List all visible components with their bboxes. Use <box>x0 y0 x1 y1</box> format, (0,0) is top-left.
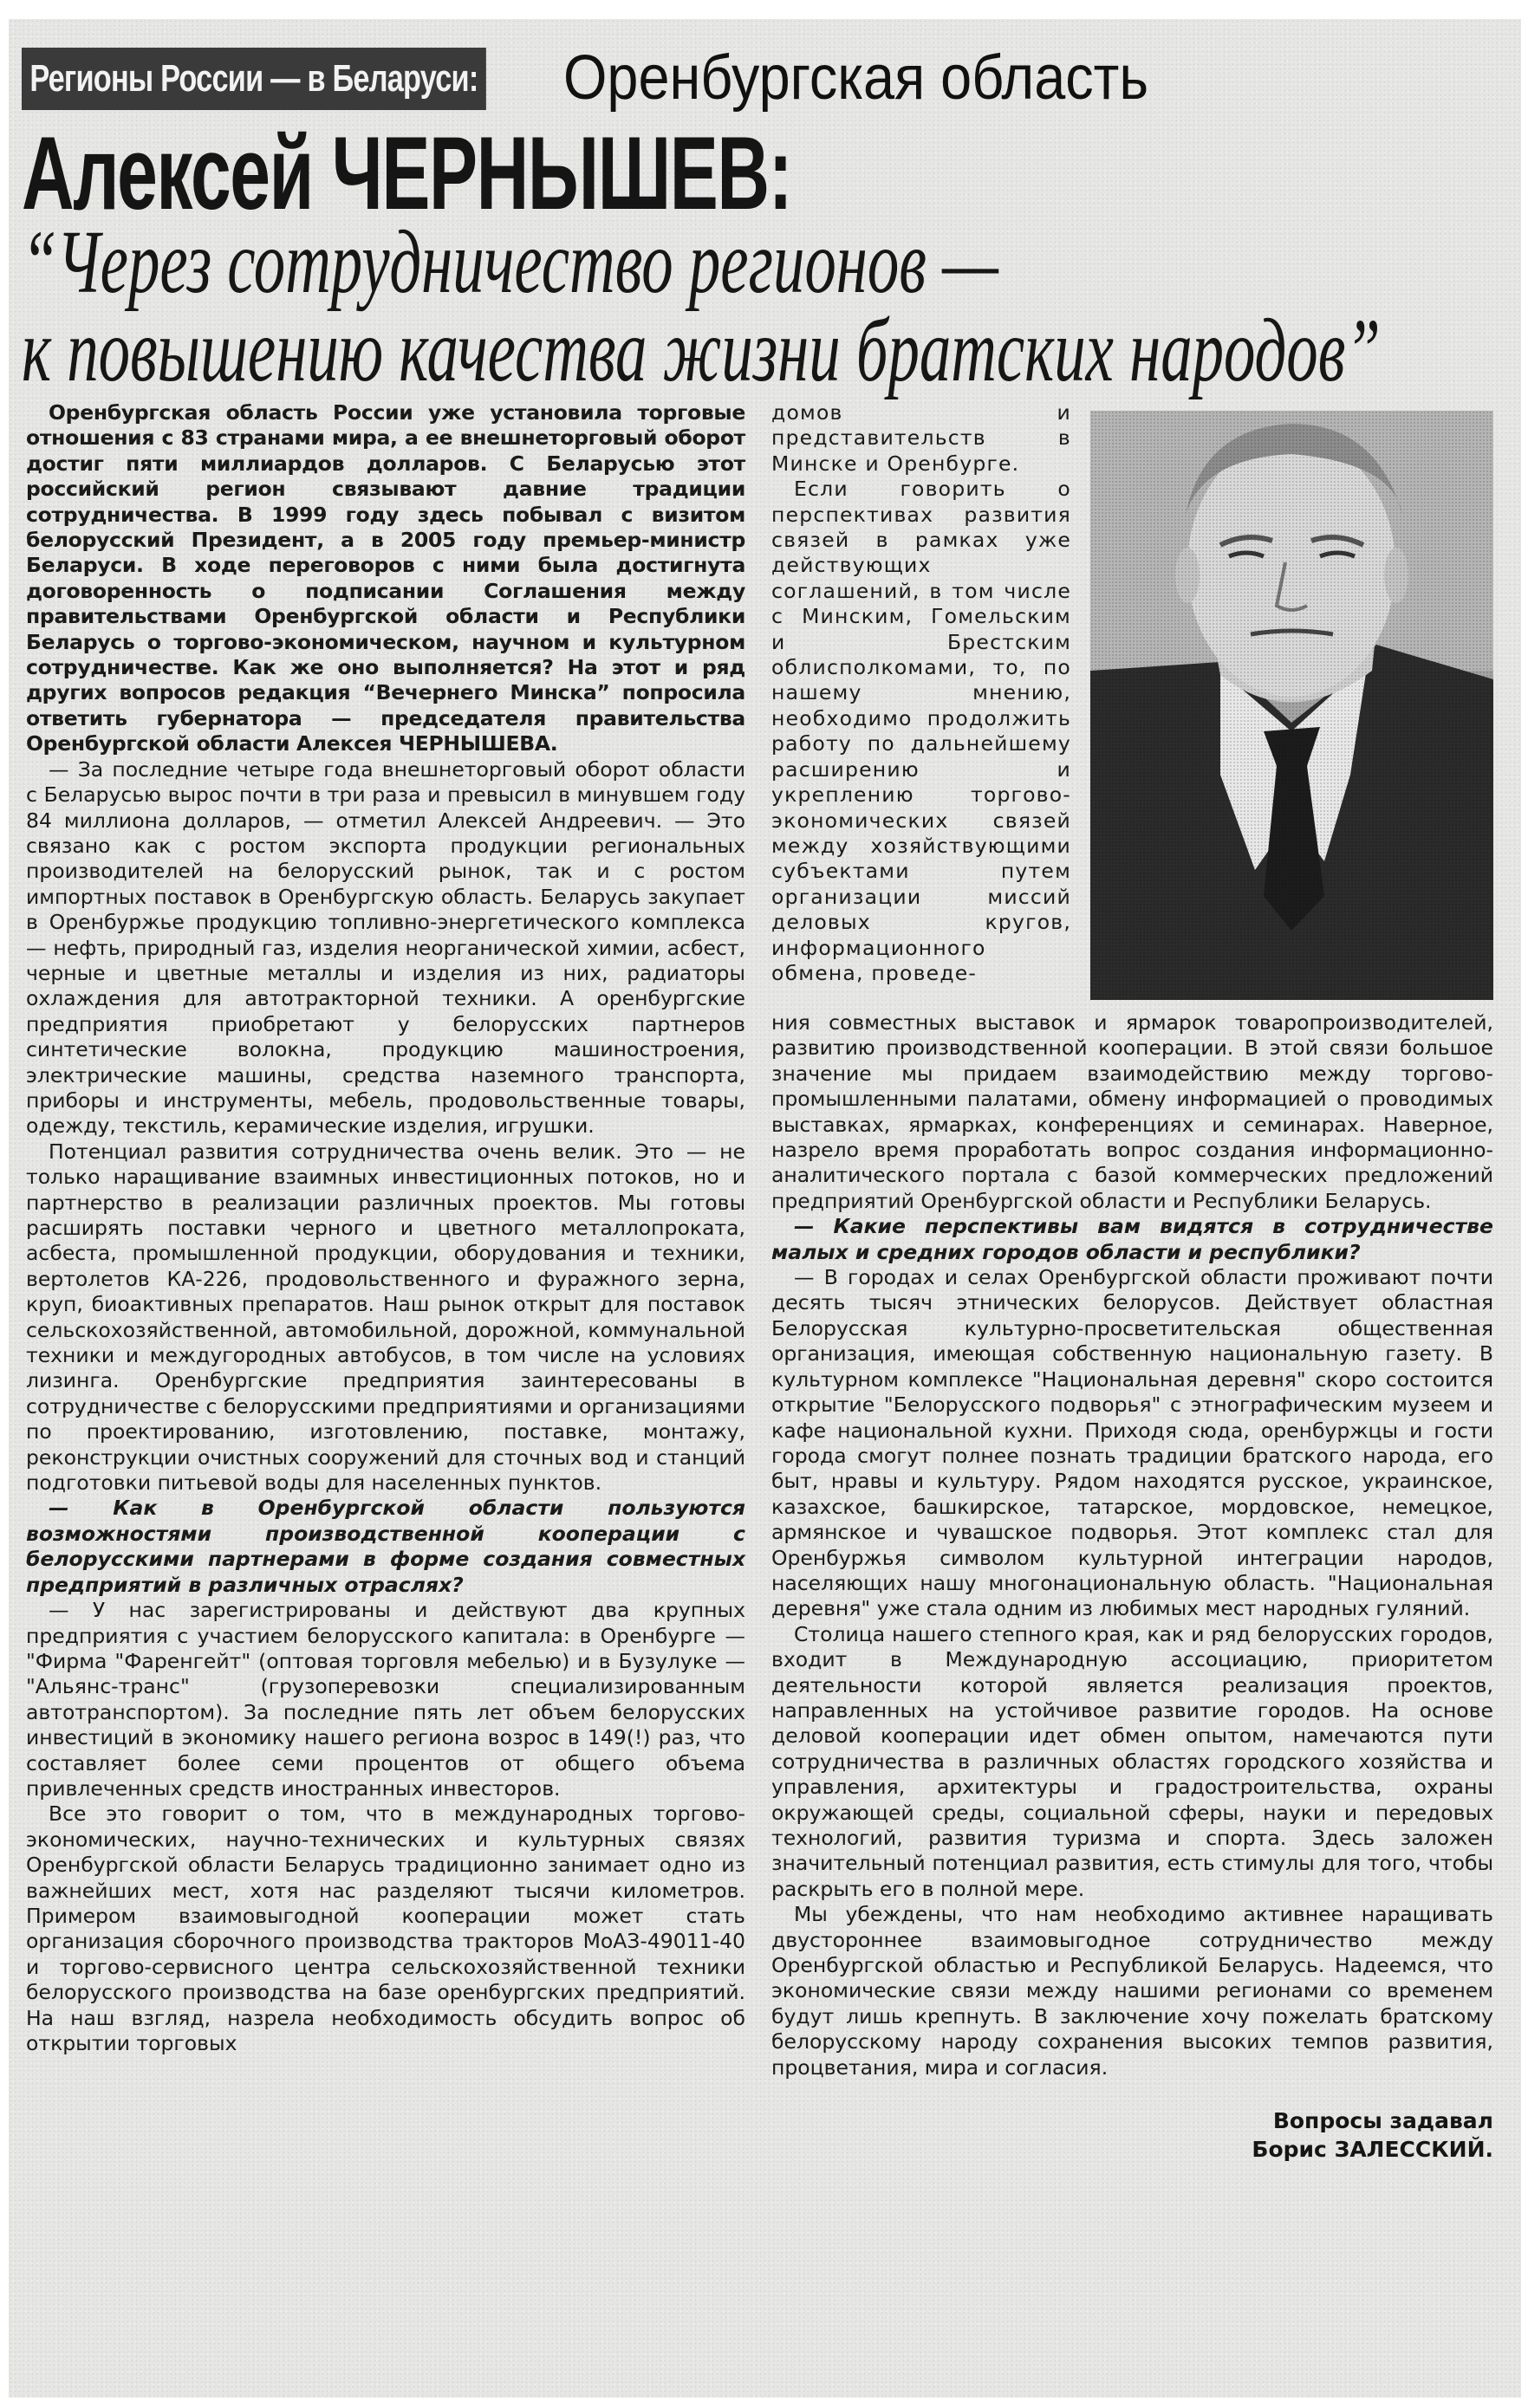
paragraph: Если говорить о перспективах развития связей в рамках уже действующих соглашений, в том числе с Минским, Гомельским и Брестским облисполкомами, то, по нашему мнению, необходимо продолжить работу по дальнейшему расширению и укреплению торгово-экономических связей между хозяйствующими субъектами путем организации миссий деловых кругов, информационного обмена, проведе- <box>771 477 1071 985</box>
headline-quote-line-1: “Через сотрудничество регионов — <box>22 212 998 312</box>
masthead <box>0 0 1528 400</box>
headline-quote-line-2: к повышению качества жизни братских народов” <box>22 301 1381 400</box>
paragraph-continuation: домов и представительств в Минске и Оренбурге. <box>771 400 1071 476</box>
section-kicker: Регионы России — в Беларуси: <box>22 48 486 110</box>
article-column-right-wide <box>771 1010 1493 2080</box>
interview-question: — Как в Оренбургской области пользуются возможностями производственной кооперации с белорусскими партнерами в форме создания совместных предприятий в различных отраслях? <box>26 1496 745 1597</box>
paragraph: Потенциал развития сотрудничества очень велик. Это — не только наращивание взаимных инвестиционных потоков, но и партнерство в реализации различных проектов. Мы готовы расширять поставки черного и цветного металлопроката, асбеста, промышленной продукции, оборудования и техники, вертолетов КА-226, продовольственного и фуражного зерна, круп, биоактивных препаратов. Наш рынок открыт для поставок сельскохозяйственной, автомобильной, дорожной, коммунальной техники и междугородных автобусов, в том числе на условиях лизинга. Оренбургские предприятия заинтересованы в сотрудничестве с белорусскими предприятиями и организациями по проектированию, изготовлению, поставке, монтажу, реконструкции очистных сооружений для сточных вод и станций подготовки питьевой воды для населенных пунктов. <box>26 1139 745 1496</box>
portrait-illustration <box>1090 411 1493 1000</box>
paragraph: Все это говорит о том, что в международных торгово-экономических, научно-технических и культурных связях Оренбургской области Беларусь традиционно занимает одно из важнейших мест, хотя нас разделяют тысячи километров. Примером взаимовыгодной кооперации может стать организация сборочного производства тракторов МоАЗ-49011-40 и торгово-сервисного центра сельскохозяйственной техники белорусского производства на базе оренбургских предприятий. На наш взгляд, назрела необходимость обсудить вопрос об открытии торговых <box>26 1801 745 2055</box>
article-column-left <box>26 400 745 2056</box>
region-heading: Оренбургская область <box>563 43 1149 113</box>
paragraph: — У нас зарегистрированы и действуют два крупных предприятия с участием белорусского капитала: в Оренбурге — "Фирма "Фаренгейт" (оптовая торговля мебелью) и в Бузулуке — "Альянс-транс" (грузоперевозки специализированным автотранспортом). За последние пять лет объем белорусских инвестиций в экономику нашего региона возрос в 149(!) раз, что составляет более семи процентов от общего объема привлеченных средств иностранных инвесторов. <box>26 1598 745 1801</box>
paragraph-continuation: ния совместных выставок и ярмарок товаропроизводителей, развитию производственной кооперации. В этой связи большое значение мы придаем взаимодействию между торгово-промышленными палатами, обмену информацией о проводимых выставках, ярмарках, конференциях и семинарах. Наверное, назрело время проработать вопрос создания информационно-аналитического портала с базой коммерческих предложений предприятий Оренбургской области и Республики Беларусь. <box>771 1010 1493 1213</box>
article-lead: Оренбургская область России уже установила торговые отношения с 83 странами мира, а ее внешнеторговый оборот достиг пяти миллиардов долларов. С Беларусью этот российский регион связывают давние традиции сотрудничества. В 1999 году здесь побывал с визитом белорусский Президент, а в 2005 году премьер-министр Беларуси. В ходе переговоров с ними была достигнута договоренность о подписании Соглашения между правительствами Оренбургской области и Республики Беларусь о торгово-экономическом, научном и культурном сотрудничестве. Как же оно выполняется? На этот и ряд других вопросов редакция “Вечернего Минска” попросила ответить губернатора — председателя правительства Оренбургской области Алексея ЧЕРНЫШЕВА. <box>26 400 745 756</box>
paragraph: Мы убеждены, что нам необходимо активнее наращивать двустороннее взаимовыгодное сотрудничество между Оренбургской областью и Республикой Беларусь. Надеемся, что экономические связи между нашими регионами со временем будут лишь крепнуть. В заключение хочу пожелать братскому белорусскому народу сохранения высоких темпов развития, процветания, мира и согласия. <box>771 1902 1493 2080</box>
paragraph: Столица нашего степного края, как и ряд белорусских городов, входит в Международную ассоциацию, приоритетом деятельности которой является реализация проектов, направленных на устойчивое развитие городов. На основе деловой кооперации идет обмен опытом, намечаются пути сотрудничества в различных областях городского хозяйства и управления, архитектуры и градостроительства, охраны окружающей среды, социальной сферы, науки и передовых технологий, развития туризма и спорта. Здесь заложен значительный потенциал развития, есть стимулы для того, чтобы раскрыть его в полной мере. <box>771 1621 1493 1901</box>
byline <box>771 2106 1493 2164</box>
interviewee-name: Алексей ЧЕРНЫШЕВ: <box>22 115 792 231</box>
byline-label: Вопросы задавал <box>1272 2108 1493 2134</box>
byline-author: Борис ЗАЛЕССКИЙ. <box>1252 2137 1493 2163</box>
portrait-photo-icon <box>1090 411 1493 1000</box>
paragraph: — За последние четыре года внешнеторговый оборот области с Беларусью вырос почти в три раза и превысил в минувшем году 84 миллиона долларов, — отметил Алексей Андреевич. — Это связано как с ростом экспорта продукции региональных производителей на белорусский рынок, так и с ростом импортных поставок в Оренбургскую область. Беларусь закупает в Оренбуржье продукцию топливно-энергетического комплекса — нефть, природный газ, изделия неорганической химии, асбест, черные и цветные металлы и изделия из них, радиаторы охлаждения для автотракторной техники. А оренбургские предприятия приобретают у белорусских партнеров синтетические волокна, продукцию машиностроения, электрические машины, средства наземного транспорта, приборы и инструменты, мебель, продовольственные товары, одежду, текстиль, керамические изделия, игрушки. <box>26 756 745 1139</box>
article-columns <box>0 400 1528 2198</box>
interview-question: — Какие перспективы вам видятся в сотрудничестве малых и средних городов области и республики? <box>771 1214 1493 1264</box>
article-column-right <box>771 400 1493 2164</box>
paragraph: — В городах и селах Оренбургской области проживают почти десять тысяч этнических белорусов. Действует областная Белорусская культурно-просветительская общественная организация, имеющая собственную национальную газету. В культурном комплексе "Национальная деревня" скоро состоится открытие "Белорусского подворья" с этнографическим музеем и кафе национальной кухни. Приходя сюда, оренбуржцы и гости города смогут полнее познать традиции братского народа, его быт, нравы и культуру. Рядом находятся русское, украинское, казахское, башкирское, татарское, мордовское, немецкое, армянское и чувашское подворья. Этот комплекс стал для Оренбуржья символом культурной интеграции народов, населяющих нашу многонациональную область. "Национальная деревня" уже стала одним из любимых мест народных гуляний. <box>771 1265 1493 1621</box>
